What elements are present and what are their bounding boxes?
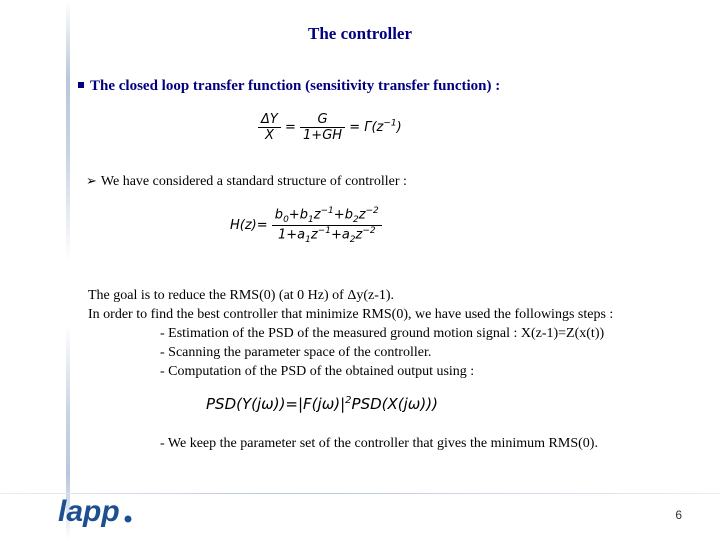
lapp-logo: [56, 489, 136, 536]
step-computation: - Computation of the PSD of the obtained output using :: [160, 364, 475, 379]
arrow-bullet-icon: ➢: [86, 174, 97, 189]
page-number: 6: [675, 508, 682, 522]
step-keep-minimum: - We keep the parameter set of the controller that gives the minimum RMS(0).: [160, 436, 598, 451]
equation-sensitivity: $\frac{\Delta Y}{X}$ = $\frac{G}{1+GH}$ = $\Gamma(z^{-1})$: [258, 112, 402, 143]
square-bullet-icon: [78, 82, 84, 88]
equation-psd: $PSD(Y(j\omega))=|F(j\omega)|^2PSD(X(j\omega))$): [206, 395, 438, 413]
step-scanning: - Scanning the parameter space of the controller.: [160, 345, 432, 360]
paragraph-goal: The goal is to reduce the RMS(0) (at 0 Hz) of Δy(z-1).: [88, 288, 395, 303]
equation-controller: H(z)= $\frac{b_0+b_1z^{-1}+b_2z^{-2}}{1+a_1z^{-1}+a_2z^{-2}}$: [230, 206, 382, 245]
bullet-closed-loop-text: The closed loop transfer function (sensitivity transfer function) :: [90, 78, 501, 94]
bullet-structure-text: We have considered a standard structure of controller :: [100, 174, 407, 189]
slide-title: The controller: [307, 24, 413, 43]
bullet-structure: [86, 174, 407, 190]
paragraph-method: In order to find the best controller that minimize RMS(0), we have used the followings steps :: [88, 307, 614, 322]
svg-text:lapp: lapp: [58, 495, 120, 528]
step-estimation: - Estimation of the PSD of the measured ground motion signal : X(z-1)=Z(x(t)): [160, 326, 605, 341]
bullet-closed-loop: [78, 78, 500, 95]
